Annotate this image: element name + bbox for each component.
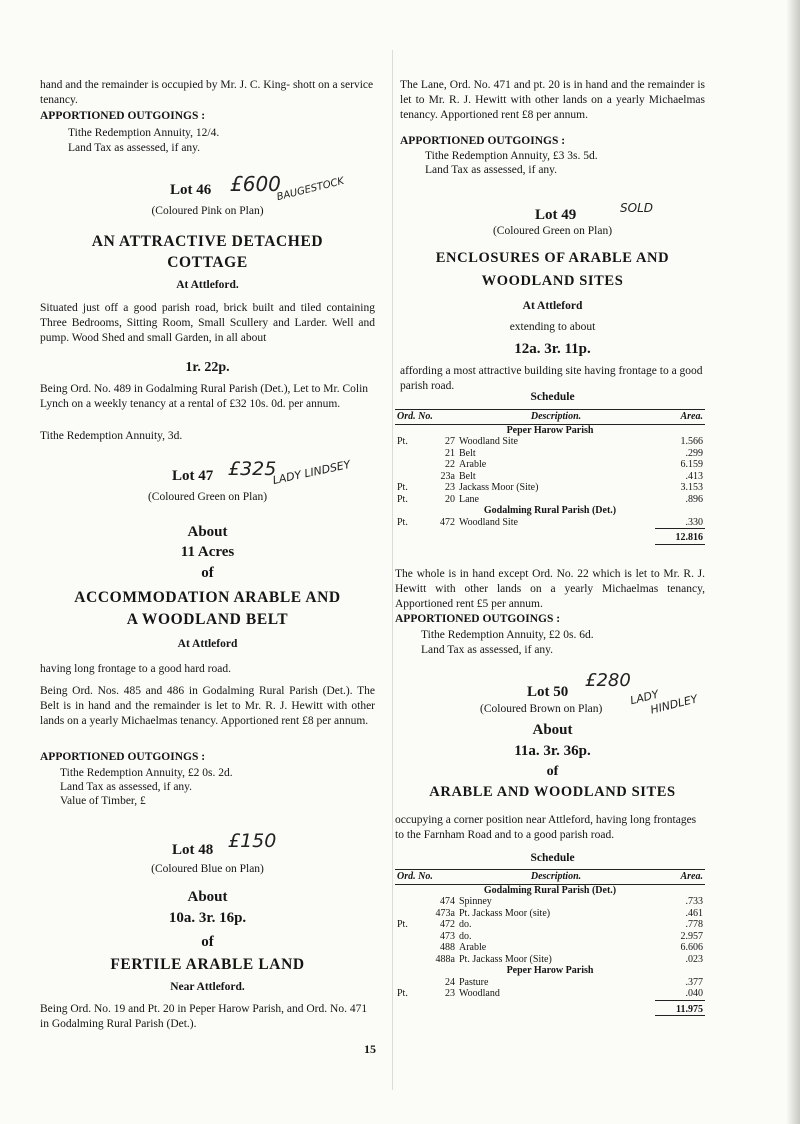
lot49-schedule-table [395, 409, 705, 545]
description-cell: Pt. Jackass Moor (site) [459, 907, 551, 919]
page-number: 15 [364, 1042, 376, 1056]
lot48-of: of [201, 934, 214, 950]
lot50-of: of [546, 764, 559, 779]
area-cell: 3.153 [680, 482, 703, 493]
handwritten-price: £600 [230, 172, 281, 196]
ord-prefix: Pt. [397, 436, 408, 447]
handwritten-buyer: LADY LINDSEY [271, 457, 352, 488]
lot49-coloured: (Coloured Green on Plan) [492, 225, 613, 237]
area-cell: .896 [685, 493, 703, 505]
col-description: Description. [457, 410, 655, 425]
lot46-location: At Attleford. [176, 279, 239, 291]
outgoing-line: Land Tax as assessed, if any. [425, 164, 558, 176]
outgoing-line: Land Tax as assessed, if any. [68, 142, 201, 154]
outgoing-line: Tithe Redemption Annuity, 12/4. [68, 127, 220, 139]
outgoing-line: Tithe Redemption Annuity, £3 3s. 5d. [425, 150, 598, 162]
lot48-area: 10a. 3r. 16p. [168, 910, 247, 926]
ord-number: 23 [445, 482, 455, 493]
outgoing-line: Land Tax as assessed, if any. [60, 781, 193, 793]
lot47-frontage: having long frontage to a good hard road. [40, 663, 231, 675]
lot46-area: 1r. 22p. [185, 360, 230, 375]
area-cell: .299 [685, 447, 703, 459]
lot49-description: affording a most attractive building site having frontage to a good parish road. [400, 365, 703, 392]
lot47-coloured: (Coloured Green on Plan) [147, 491, 268, 503]
scan-edge-shadow [786, 0, 800, 1124]
ord-number: 488a [435, 953, 455, 965]
parish-heading: Peper Harow Parish [506, 424, 594, 436]
outgoings-heading: APPORTIONED OUTGOINGS : [40, 751, 206, 763]
handwritten-buyer: LADY [628, 687, 660, 708]
area-cell: .778 [685, 919, 703, 930]
lot50-coloured: (Coloured Brown on Plan) [480, 703, 603, 715]
table-row [395, 919, 705, 931]
lot47-heading: A WOODLAND BELT [126, 611, 289, 628]
description-cell: Woodland [459, 988, 500, 999]
area-cell: 6.159 [680, 459, 703, 470]
outgoings-heading: APPORTIONED OUTGOINGS : [400, 135, 566, 147]
lot47-of: of [201, 565, 214, 581]
description-cell: Pasture [459, 976, 489, 988]
description-cell: Jackass Moor (Site) [459, 482, 539, 493]
ord-number: 473a [435, 907, 455, 919]
table-row [395, 459, 705, 471]
lot49-title: Lot 49 [535, 207, 577, 223]
schedule-title: Schedule [530, 391, 575, 403]
total-area: 12.816 [655, 529, 705, 545]
lot50-schedule-table [395, 869, 705, 1016]
area-cell: .040 [685, 988, 703, 999]
lot50-heading: ARABLE AND WOODLAND SITES [429, 784, 676, 800]
ord-number: 22 [445, 459, 455, 470]
description-cell: do. [459, 919, 472, 930]
table-row [395, 954, 705, 966]
ord-prefix: Pt. [397, 516, 408, 528]
area-cell: .461 [685, 907, 703, 919]
lot47-ord: Being Ord. Nos. 485 and 486 in Godalming Rural Parish (Det.). The Belt is in hand and the remainder is let to Mr. R. J. Hewitt with other lands on a yearly Michaelmas tenancy. Apportioned rent £8 per annum. [40, 685, 375, 727]
parish-heading: Peper Harow Parish [506, 965, 594, 976]
lot46-heading: COTTAGE [167, 254, 248, 271]
area-cell: 6.606 [680, 942, 703, 953]
area-cell: .733 [685, 896, 703, 907]
col-description: Description. [457, 870, 655, 885]
ord-prefix: Pt. [397, 988, 408, 999]
description-cell: Woodland Site [459, 516, 518, 528]
handwritten-price: £325 [228, 458, 277, 480]
ord-number: 23a [440, 470, 455, 482]
table-row [395, 988, 705, 1000]
outgoing-line: Land Tax as assessed, if any. [421, 644, 554, 656]
handwritten-note: SOLD [620, 201, 653, 215]
lot49-heading: ENCLOSURES OF ARABLE AND [435, 250, 670, 266]
ord-number: 474 [440, 896, 455, 907]
area-cell: .330 [685, 516, 703, 528]
ord-prefix: Pt. [397, 482, 408, 493]
lot48-location: Near Attleford. [170, 981, 245, 993]
lot46-coloured: (Coloured Pink on Plan) [151, 205, 264, 217]
lot47-title: Lot 47 [172, 468, 214, 484]
area-cell: .413 [685, 470, 703, 482]
handwritten-buyer: BAUGESTOCK [275, 175, 346, 204]
table-row [395, 436, 705, 448]
lot50-title: Lot 50 [527, 684, 569, 700]
lot48-heading: FERTILE ARABLE LAND [110, 956, 305, 973]
description-cell: Belt [459, 470, 476, 482]
table-row [395, 942, 705, 954]
area-cell: 2.957 [680, 930, 703, 942]
ord-number: 472 [440, 919, 455, 930]
outgoings-heading: APPORTIONED OUTGOINGS : [395, 613, 561, 625]
lot46-description: Situated just off a good parish road, brick built and tiled containing Three Bedrooms, Sitting Room, Small Scullery and Larder. Well and pump. Wood Shed and small Garden, in all about [40, 302, 375, 344]
lot47-location: At Attleford [177, 638, 238, 650]
handwritten-price: £280 [585, 670, 631, 691]
description-cell: Woodland Site [459, 436, 518, 447]
ord-number: 21 [445, 447, 455, 459]
col-ord: Ord. No. [395, 870, 457, 885]
description-cell: do. [459, 930, 472, 942]
lot47-acres: 11 Acres [180, 544, 235, 560]
outgoings-heading: APPORTIONED OUTGOINGS : [40, 110, 206, 122]
outgoing-line: Tithe Redemption Annuity, £2 0s. 6d. [421, 629, 594, 641]
lot46-tithe: Tithe Redemption Annuity, 3d. [40, 430, 183, 442]
lot50-about: About [532, 722, 573, 738]
table-row [395, 931, 705, 943]
col-area: Area. [655, 870, 705, 885]
ord-number: 23 [445, 988, 455, 999]
table-row [395, 482, 705, 494]
lot49-heading: WOODLAND SITES [481, 273, 624, 289]
description-cell: Pt. Jackass Moor (Site) [459, 953, 552, 965]
lot48-ord: Being Ord. No. 19 and Pt. 20 in Peper Harow Parish, and Ord. No. 471 in Godalming Rural Parish (Det.). [40, 1003, 368, 1030]
description-cell: Spinney [459, 896, 492, 907]
lot46-heading: AN ATTRACTIVE DETACHED [91, 233, 324, 250]
description-cell: Belt [459, 447, 476, 459]
ord-prefix: Pt. [397, 919, 408, 930]
lot50-area: 11a. 3r. 36p. [514, 743, 591, 759]
lot49-extending: extending to about [509, 321, 596, 333]
lot49-area: 12a. 3r. 11p. [514, 341, 591, 357]
total-area: 11.975 [655, 1000, 705, 1016]
table-row [395, 448, 705, 460]
ord-number: 24 [445, 976, 455, 988]
lot47-heading: ACCOMMODATION ARABLE AND [74, 589, 341, 606]
ord-number: 27 [445, 436, 455, 447]
schedule-title: Schedule [530, 852, 575, 864]
table-row [395, 908, 705, 920]
outgoing-line: Value of Timber, £ [60, 795, 146, 807]
handwritten-price: £150 [228, 830, 277, 852]
ord-number: 473 [440, 930, 455, 942]
description-cell: Lane [459, 493, 479, 505]
area-cell: .023 [685, 953, 703, 965]
table-row [395, 471, 705, 483]
table-row [395, 896, 705, 908]
lot46-ord: Being Ord. No. 489 in Godalming Rural Parish (Det.), Let to Mr. Colin Lynch on a weekly tenancy at a rental of £32 10s. 0d. per annum. [40, 383, 369, 410]
description-cell: Arable [459, 459, 487, 470]
lot50-description: occupying a corner position near Attleford, having long frontages to the Farnham Road and to a good parish road. [395, 814, 697, 841]
lot49-location: At Attleford [522, 300, 583, 312]
table-row [395, 494, 705, 506]
col-area: Area. [655, 410, 705, 425]
outgoing-line: Tithe Redemption Annuity, £2 0s. 2d. [60, 767, 233, 779]
parish-heading: Godalming Rural Parish (Det.) [483, 505, 617, 516]
lot48-title: Lot 48 [172, 842, 214, 858]
ord-number: 20 [445, 493, 455, 505]
area-cell: .377 [685, 976, 703, 988]
lot45-continuation: hand and the remainder is occupied by Mr. J. C. King- shott on a service tenancy. [40, 79, 374, 106]
ord-number: 488 [440, 942, 455, 953]
lot48-coloured: (Coloured Blue on Plan) [151, 863, 264, 875]
page-fold-line [392, 50, 393, 1090]
col-ord: Ord. No. [395, 410, 457, 425]
ord-number: 472 [440, 516, 455, 528]
parish-heading: Godalming Rural Parish (Det.) [483, 884, 617, 896]
table-row [395, 517, 705, 529]
table-row [395, 977, 705, 989]
ord-prefix: Pt. [397, 493, 408, 505]
description-cell: Arable [459, 942, 487, 953]
lot46-title: Lot 46 [170, 182, 212, 198]
lot48-continuation: The Lane, Ord. No. 471 and pt. 20 is in hand and the remainder is let to Mr. R. J. Hewitt with other lands on a yearly Michaelmas tenancy. Apportioned rent £8 per annum. [400, 79, 705, 121]
area-cell: 1.566 [680, 436, 703, 447]
lot47-about: About [187, 524, 228, 540]
lot48-about: About [187, 889, 228, 905]
lot49-let-text: The whole is in hand except Ord. No. 22 which is let to Mr. R. J. Hewitt with other lands on a yearly Michaelmas tenancy, Apportioned rent £5 per annum. [395, 568, 705, 610]
handwritten-buyer: HINDLEY [649, 692, 699, 717]
